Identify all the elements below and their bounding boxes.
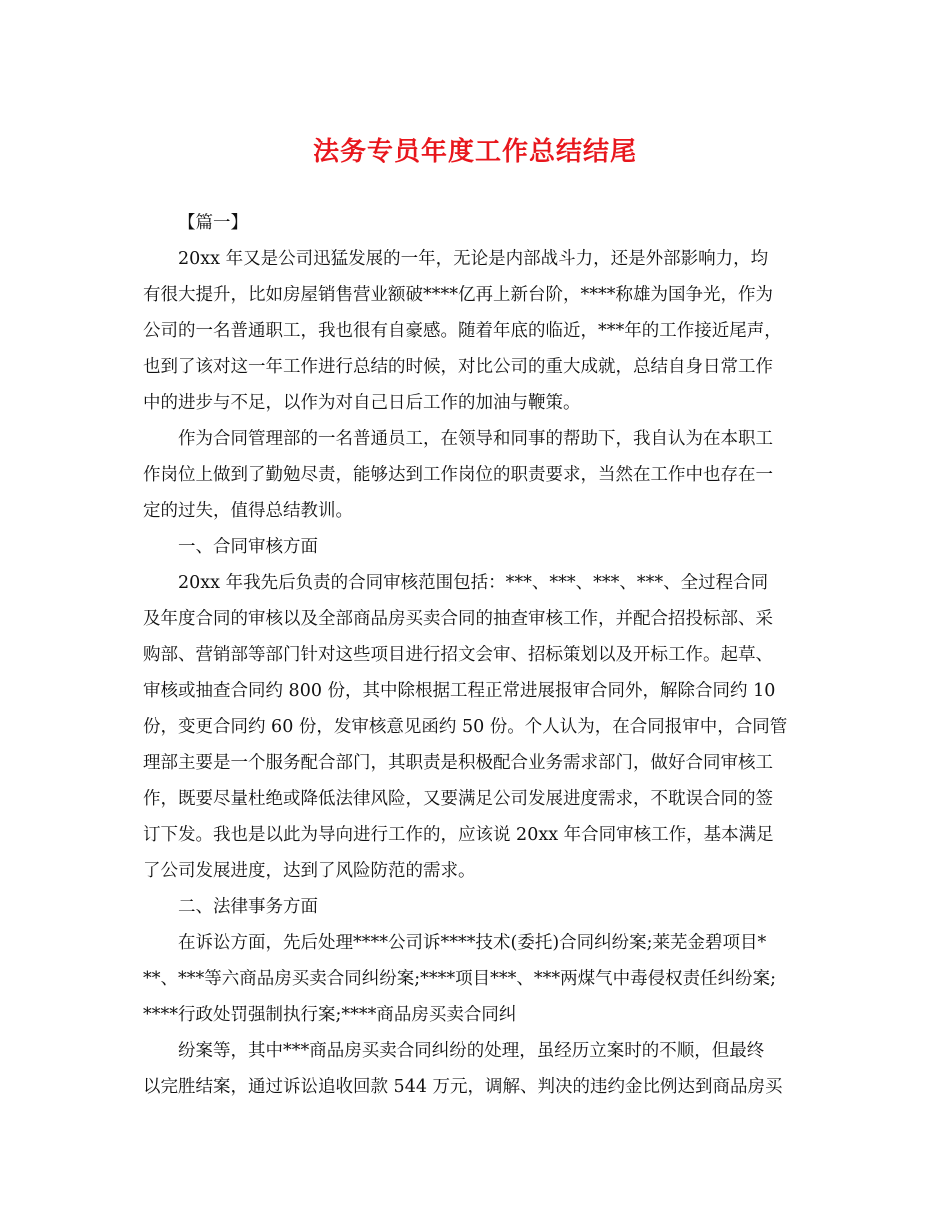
- text-line: 审核或抽查合同约 800 份，其中除根据工程正常进展报审合同外，解除合同约 10: [143, 681, 776, 701]
- text-line: 作，既要尽量杜绝或降低法律风险，又要满足公司发展进度需求，不耽误合同的签: [143, 789, 773, 809]
- text-line: 也到了该对这一年工作进行总结的时候，对比公司的重大成就，总结自身日常工作: [143, 357, 773, 377]
- document-title: 法务专员年度工作总结结尾: [312, 137, 637, 167]
- text-line: 二、法律事务方面: [178, 897, 318, 917]
- text-line: 了公司发展进度，达到了风险防范的需求。: [143, 861, 476, 881]
- text-line: 作为合同管理部的一名普通员工，在领导和同事的帮助下，我自认为在本职工: [178, 429, 773, 449]
- text-line: 中的进步与不足，以作为对自己日后工作的加油与鞭策。: [143, 393, 581, 413]
- text-line: 在诉讼方面，先后处理****公司诉****技术(委托)合同纠纷案;莱芜金碧项目*: [178, 933, 767, 953]
- text-line: **、***等六商品房买卖合同纠纷案;****项目***、***两煤气中毒侵权责任纠纷案;: [143, 969, 777, 989]
- text-line: 20xx 年又是公司迅猛发展的一年，无论是内部战斗力，还是外部影响力，均: [178, 249, 769, 269]
- text-line: ****行政处罚强制执行案;****商品房买卖合同纠: [143, 1005, 517, 1025]
- text-line: 及年度合同的审核以及全部商品房买卖合同的抽查审核工作，并配合招投标部、采: [143, 609, 773, 629]
- text-line: 份，变更合同约 60 份，发审核意见函约 50 份。个人认为，在合同报审中，合同管: [143, 717, 788, 737]
- text-line: 公司的一名普通职工，我也很有自豪感。随着年底的临近，***年的工作接近尾声，: [143, 321, 782, 341]
- text-line: 以完胜结案，通过诉讼追收回款 544 万元，调解、判决的违约金比例达到商品房买: [143, 1077, 783, 1097]
- section-tag: 【篇一】: [178, 213, 248, 233]
- document-body: [143, 205, 823, 1105]
- text-line: 作岗位上做到了勤勉尽责，能够达到工作岗位的职责要求，当然在工作中也存在一: [143, 465, 773, 485]
- text-line: 购部、营销部等部门针对这些项目进行招文会审、招标策划以及开标工作。起草、: [143, 645, 773, 665]
- text-line: 订下发。我也是以此为导向进行工作的，应该说 20xx 年合同审核工作，基本满足: [143, 825, 774, 845]
- text-line: 20xx 年我先后负责的合同审核范围包括：***、***、***、***、全过程合同: [178, 573, 769, 593]
- text-line: 纷案等，其中***商品房买卖合同纠纷的处理，虽经历立案时的不顺，但最终: [178, 1041, 765, 1061]
- text-line: 一、合同审核方面: [178, 537, 318, 557]
- text-line: 理部主要是一个服务配合部门，其职责是积极配合业务需求部门，做好合同审核工: [143, 753, 773, 773]
- text-line: 定的过失，值得总结教训。: [143, 501, 353, 521]
- text-line: 有很大提升，比如房屋销售营业额破****亿再上新台阶，****称雄为国争光，作为: [143, 285, 773, 305]
